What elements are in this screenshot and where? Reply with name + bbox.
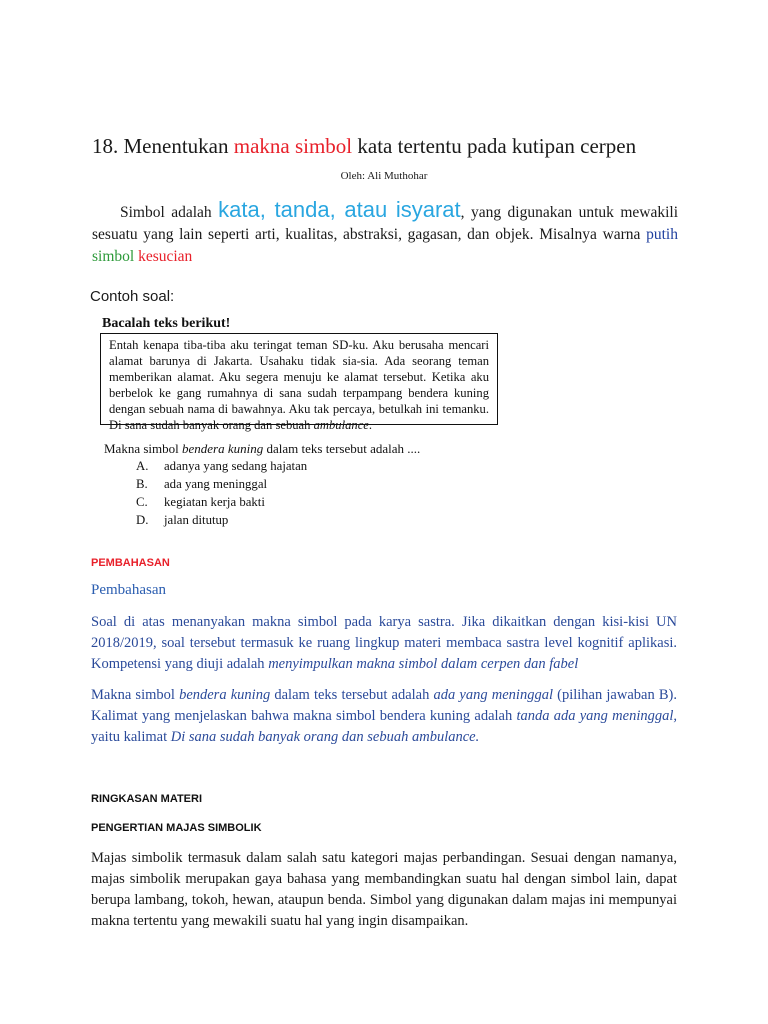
pembahasan-heading: PEMBAHASAN — [91, 557, 170, 569]
question-image — [100, 316, 500, 532]
intro-lead: Simbol adalah — [120, 204, 212, 221]
passage-end: . — [368, 418, 373, 432]
question-prompt — [104, 441, 420, 457]
pembahasan-paragraph-1 — [91, 612, 677, 675]
ringkasan-heading: RINGKASAN MATERI — [91, 793, 203, 805]
title-highlight: makna simbol — [233, 134, 353, 158]
p2-h: Di sana sudah banyak orang dan sebuah ambulance. — [170, 729, 480, 745]
option-text: ada yang meninggal — [164, 477, 268, 491]
option-letter: C. — [136, 495, 148, 509]
p2-e: (pilihan jawaban B). Kalimat yang menjelaskan bahwa makna simbol bendera kuning adalah — [91, 687, 677, 724]
p2-b: bendera kuning — [179, 687, 271, 703]
contoh-label: Contoh soal: — [90, 288, 175, 305]
option-text: kegiatan kerja bakti — [164, 495, 265, 509]
page-title — [92, 132, 732, 160]
option-letter: D. — [136, 513, 149, 527]
ringkasan-subheading: PENGERTIAN MAJAS SIMBOLIK — [91, 822, 262, 834]
p2-g: yaitu kalimat — [91, 729, 168, 745]
intro-rest: , yang digunakan untuk mewakili sesuatu yang lain seperti arti, kualitas, abstraksi, gagasan, dan objek. Misalnya warna — [92, 204, 678, 243]
option-a — [136, 459, 307, 474]
option-c — [136, 495, 265, 510]
pembahasan-paragraph-2 — [91, 685, 677, 748]
p1-italic: menyimpulkan makna simbol dalam cerpen dan fabel — [268, 656, 579, 672]
intro-word-simbol: simbol — [92, 248, 135, 265]
question-header: Bacalah teks berikut! — [102, 316, 231, 331]
intro-paragraph — [92, 199, 678, 268]
prompt-post: dalam teks tersebut adalah .... — [266, 441, 421, 456]
pembahasan-subheading: Pembahasan — [91, 582, 166, 598]
byline: Oleh: Ali Muthohar — [340, 170, 428, 182]
option-letter: A. — [136, 459, 149, 473]
p2-a: Makna simbol — [91, 687, 175, 703]
p1-main: Soal di atas menanyakan makna simbol pada karya sastra. Jika dikaitkan dengan kisi-kisi UN 2018/2019, soal tersebut termasuk ke ruang lingkup materi membaca sastra level kognitif aplikasi. Kompetensi yang diuji adalah — [91, 614, 677, 672]
intro-word-putih: putih — [646, 226, 678, 243]
option-d — [136, 513, 228, 528]
passage-italic: ambulance — [313, 418, 369, 432]
prompt-pre: Makna simbol — [104, 441, 179, 456]
ringkasan-paragraph: Majas simbolik termasuk dalam salah satu kategori majas perbandingan. Sesuai dengan namanya, majas simbolik merupakan gaya bahasa yang membandingkan suatu hal dengan simbol lain, dapat berupa lambang, tokoh, hewan, ataupun benda. Simbol yang digunakan dalam majas ini mempunyai makna tertentu yang mewakili suatu hal yang ingin disampaikan. — [91, 850, 677, 929]
intro-big-text: kata, tanda, atau isyarat — [218, 197, 461, 222]
option-text: adanya yang sedang hajatan — [164, 459, 308, 473]
p2-d: ada yang meninggal — [433, 687, 553, 703]
prompt-italic: bendera kuning — [182, 441, 264, 456]
question-passage — [100, 333, 498, 432]
p2-c: dalam teks tersebut adalah — [274, 687, 430, 703]
title-number: 18. — [92, 134, 119, 158]
p2-f: tanda ada yang meninggal, — [516, 708, 677, 724]
title-part2: kata tertentu pada kutipan cerpen — [357, 134, 637, 158]
title-part1: Menentukan — [123, 134, 229, 158]
option-b — [136, 477, 267, 492]
passage-main: Entah kenapa tiba-tiba aku teringat teman SD-ku. Aku berusaha mencari alamat barunya di Jakarta. Usahaku tidak sia-sia. Ada seorang teman memberikan alamat. Aku segera menuju ke alamat tersebut. Ketika aku berbelok ke gang rumahnya di sana sudah terpampang bendera kuning dengan sebuah nama di bawahnya. Aku tak percaya, betulkah ini temanku. Di sana sudah banyak orang dan sebuah — [109, 338, 489, 432]
option-letter: B. — [136, 477, 148, 491]
option-text: jalan ditutup — [164, 513, 229, 527]
intro-word-kesucian: kesucian — [138, 248, 193, 265]
